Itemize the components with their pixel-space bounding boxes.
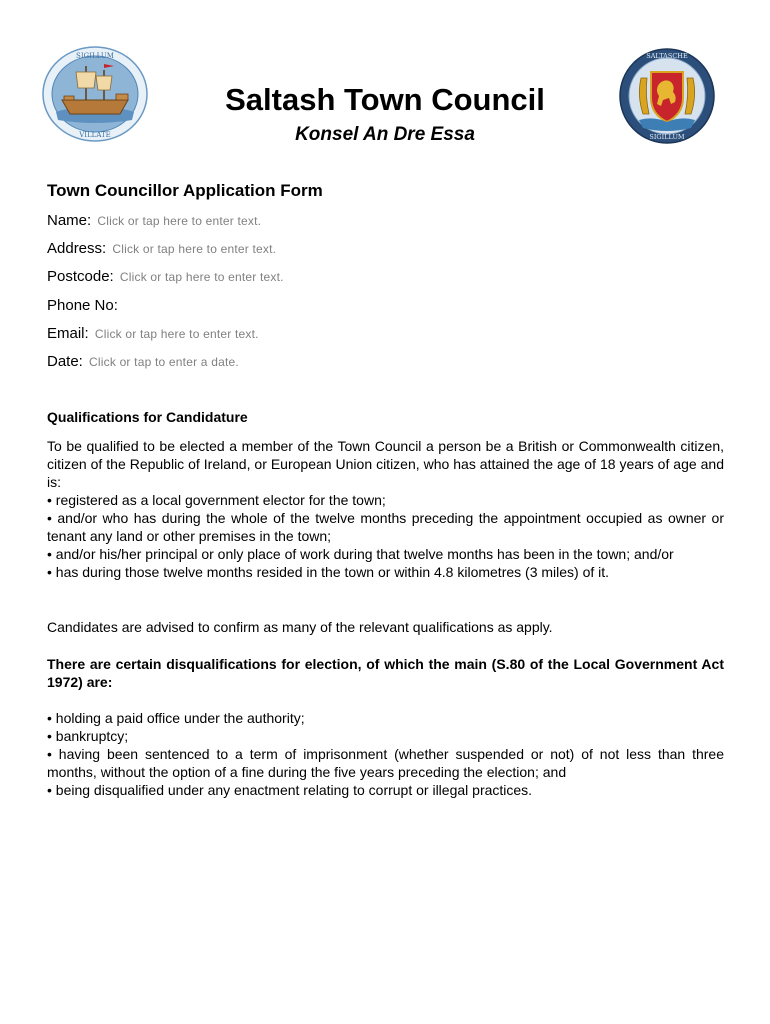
qualifications-body (47, 437, 724, 581)
address-label: Address: (47, 240, 107, 257)
name-field[interactable] (47, 212, 261, 229)
email-field[interactable] (47, 325, 259, 342)
qualifications-advice: Candidates are advised to confirm as many of the relevant qualifications as apply. (47, 619, 553, 635)
disqualifications-body (47, 709, 724, 799)
email-placeholder[interactable]: Click or tap here to enter text. (94, 327, 259, 341)
email-label: Email: (47, 325, 89, 342)
phone-label: Phone No: (47, 297, 118, 314)
date-field[interactable] (47, 353, 239, 370)
phone-field[interactable] (47, 297, 120, 314)
qualification-bullet: • registered as a local government elector for the town; (47, 492, 386, 508)
disqualifications-heading: There are certain disqualifications for election, of which the main (S.80 of the Local Government Act 1972) are: (47, 656, 724, 690)
page-title: Saltash Town Council (225, 82, 545, 117)
svg-text:VILLATE: VILLATE (79, 131, 111, 139)
postcode-field[interactable] (47, 268, 284, 285)
date-label: Date: (47, 353, 83, 370)
date-placeholder[interactable]: Click or tap to enter a date. (89, 355, 239, 369)
qualification-bullet: • has during those twelve months resided in the town or within 4.8 kilometres (3 miles) of it. (47, 564, 610, 580)
name-label: Name: (47, 212, 92, 229)
address-placeholder[interactable]: Click or tap here to enter text. (112, 242, 277, 256)
qualification-bullet: • and/or who has during the whole of the twelve months preceding the appointment occupied as owner or tenant any land or other premises in the town; (47, 510, 724, 544)
disqualification-bullet: • having been sentenced to a term of imprisonment (whether suspended or not) of not less than three months, without the option of a fine during the five years preceding the election; and (47, 746, 724, 780)
name-placeholder[interactable]: Click or tap here to enter text. (97, 214, 262, 228)
svg-text:SIGILLUM: SIGILLUM (76, 52, 114, 60)
qualifications-heading: Qualifications for Candidature (47, 409, 248, 425)
postcode-placeholder[interactable]: Click or tap here to enter text. (119, 270, 284, 284)
form-title: Town Councillor Application Form (47, 181, 323, 200)
qualifications-intro: To be qualified to be elected a member of the Town Council a person be a British or Commonwealth citizen, citizen of the Republic of Ireland, or European Union citizen, who has attained the age of 18 years of age and is: (47, 438, 724, 490)
svg-text:SALTASCHE: SALTASCHE (646, 52, 688, 60)
page-subtitle: Konsel An Dre Essa (295, 124, 475, 145)
disqualification-bullet: • holding a paid office under the authority; (47, 710, 305, 726)
postcode-label: Postcode: (47, 268, 114, 285)
disqualification-bullet: • bankruptcy; (47, 728, 129, 744)
disqualification-bullet: • being disqualified under any enactment relating to corrupt or illegal practices. (47, 782, 533, 798)
qualification-bullet: • and/or his/her principal or only place of work during that twelve months has been in the town; and/or (47, 546, 674, 562)
svg-text:SIGILLUM: SIGILLUM (649, 133, 685, 141)
address-field[interactable] (47, 240, 276, 257)
